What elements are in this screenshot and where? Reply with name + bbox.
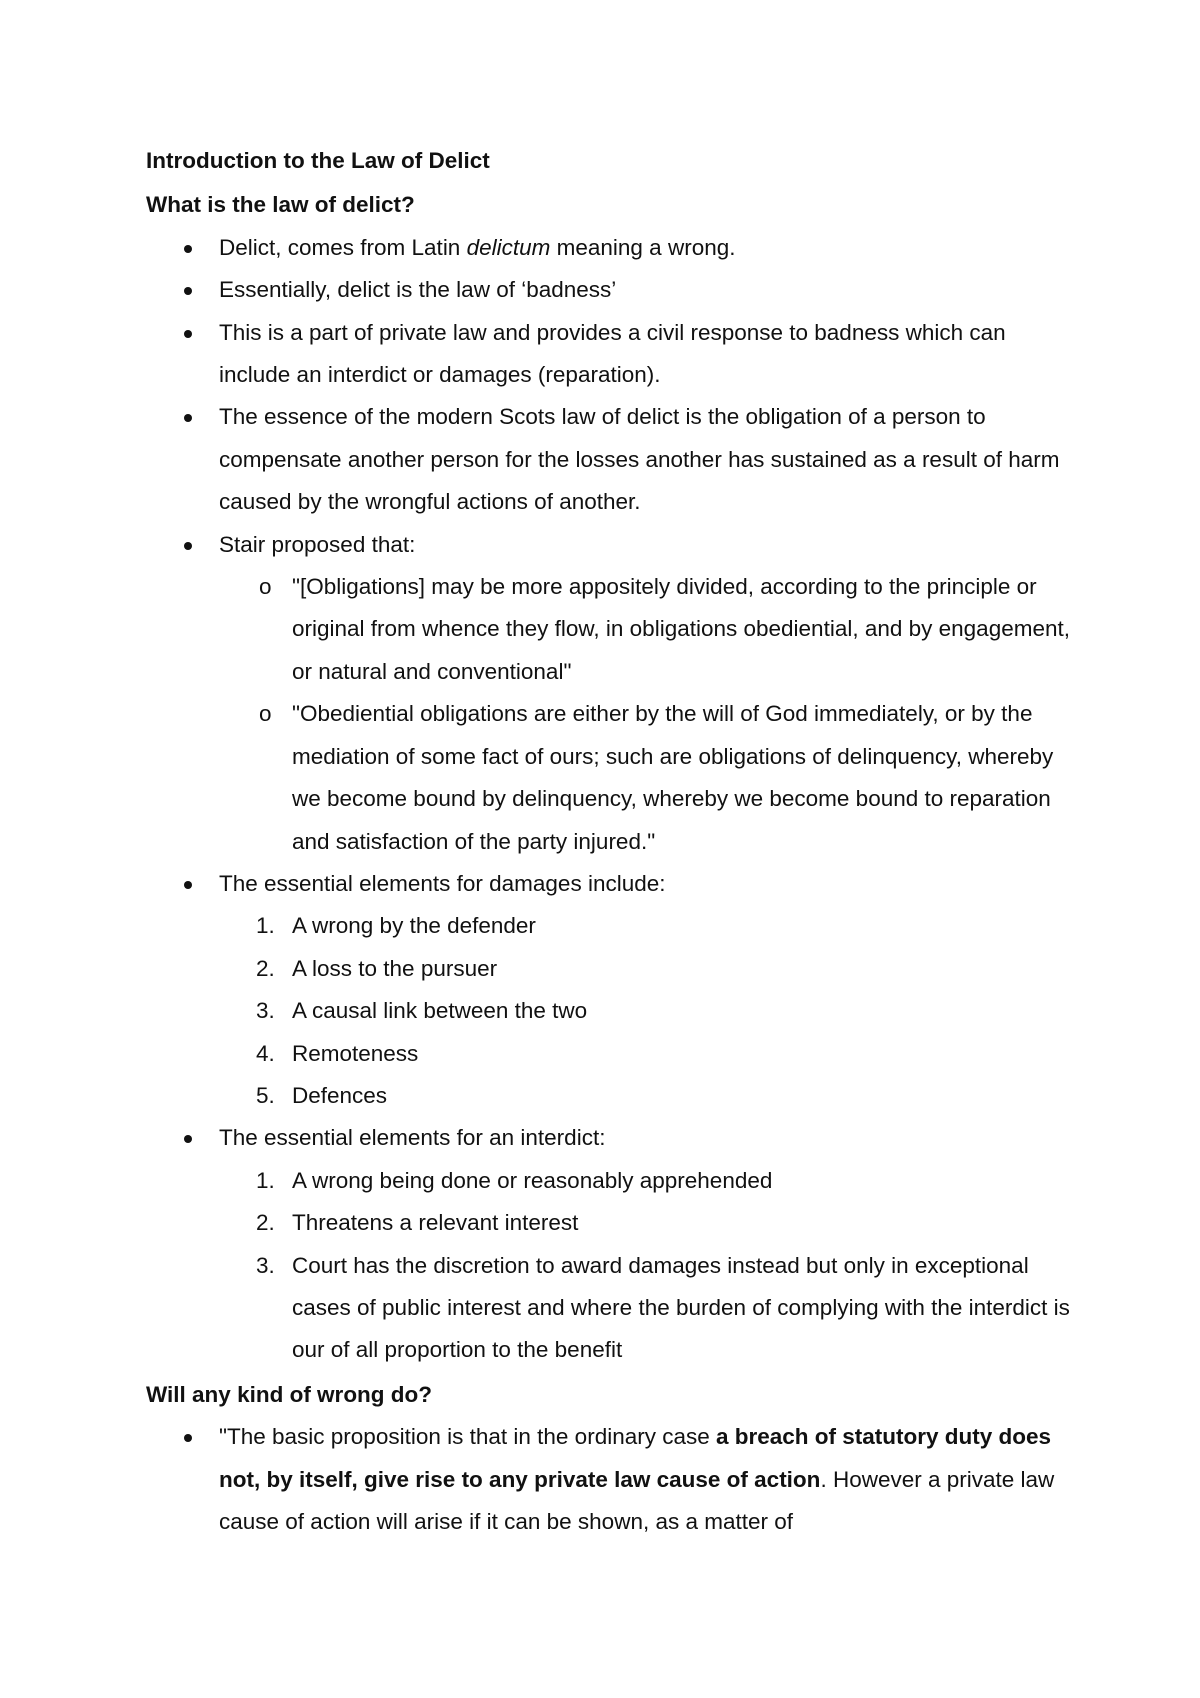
numbered-item: 3. A causal link between the two bbox=[219, 990, 1076, 1032]
stair-quote-item: o "Obediential obligations are either by the will of God immediately, or by the mediation of some fact of ours; such are obligations of delinquency, whereby we become bound by delinquency, whereby we become bound to reparation and satisfaction of the party injured." bbox=[219, 693, 1076, 863]
bullet-dot-icon bbox=[184, 287, 192, 295]
bullet-dot-icon bbox=[184, 542, 192, 550]
numbered-item: 2. Threatens a relevant interest bbox=[219, 1202, 1076, 1244]
document-body bbox=[146, 140, 1076, 1543]
item-number: 4. bbox=[256, 1040, 275, 1066]
bullet-item: The essence of the modern Scots law of delict is the obligation of a person to compensate another person for the losses another has sustained as a result of harm caused by the wrongful actions of another. bbox=[146, 396, 1076, 523]
item-number: 2. bbox=[256, 955, 275, 981]
numbered-item: 2. A loss to the pursuer bbox=[219, 948, 1076, 990]
item-number: 2. bbox=[256, 1210, 275, 1236]
stair-quote-item: o "[Obligations] may be more appositely divided, according to the principle or original from whence they flow, in obligations obediential, and by engagement, or natural and conventional" bbox=[219, 566, 1076, 693]
latin-term: delictum bbox=[466, 234, 551, 260]
bullet-dot-icon bbox=[184, 414, 192, 422]
section-heading-what-is-delict: What is the law of delict? bbox=[146, 192, 415, 218]
statutory-duty-bullet-list bbox=[146, 1416, 1076, 1543]
bullet-item: The essential elements for an interdict: 1. A wrong being done or reasonably apprehended 2. Threatens a relevant interest 3. Court has the discretion to award damages instead but only in exceptional cases of public interest and where the burden of complying with the interdict is our of all proportion to the benefit bbox=[146, 1117, 1076, 1371]
bullet-dot-icon bbox=[184, 330, 192, 338]
bullet-item: Stair proposed that: o "[Obligations] may be more appositely divided, according to the principle or original from whence they flow, in obligations obediential, and by engagement, or natural and conventional" o "Obediential obligations are either by the will of God immediately, or by the mediation of some fact of ours; such are obligations of delinquency, whereby we become bound by delinquency, whereby we become bound to reparation and satisfaction of the party injured." bbox=[146, 524, 1076, 863]
bullet-item: The essential elements for damages include: 1. A wrong by the defender 2. A loss to the pursuer 3. A causal link between the two 4. Remoteness 5. Defences bbox=[146, 863, 1076, 1117]
item-number: 3. bbox=[256, 1252, 275, 1278]
bullet-dot-icon bbox=[184, 245, 192, 253]
document-title: Introduction to the Law of Delict bbox=[146, 148, 490, 173]
item-number: 1. bbox=[256, 913, 275, 939]
bullet-dot-icon bbox=[184, 1434, 192, 1442]
bullet-item: Essentially, delict is the law of ‘badness’ bbox=[146, 269, 1076, 311]
numbered-item: 5. Defences bbox=[219, 1075, 1076, 1117]
circle-bullet-icon: o bbox=[259, 574, 272, 600]
damages-elements-list bbox=[219, 905, 1076, 1117]
item-number: 5. bbox=[256, 1082, 275, 1108]
item-number: 3. bbox=[256, 998, 275, 1024]
numbered-item: 1. A wrong by the defender bbox=[219, 905, 1076, 947]
emphasized-proposition: a breach of statutory duty does not, by itself, give rise to any private law cause of action bbox=[219, 1424, 1052, 1492]
circle-bullet-icon: o bbox=[259, 701, 272, 727]
bullet-dot-icon bbox=[184, 1135, 192, 1143]
stair-quote-list bbox=[219, 566, 1076, 863]
bullet-item: "The basic proposition is that in the ordinary case a breach of statutory duty does not, by itself, give rise to any private law cause of action. However a private law cause of action will arise if it can be shown, as a matter of bbox=[146, 1416, 1076, 1543]
interdict-elements-list bbox=[219, 1160, 1076, 1372]
numbered-item: 4. Remoteness bbox=[219, 1033, 1076, 1075]
bullet-dot-icon bbox=[184, 881, 192, 889]
bullet-item: This is a part of private law and provides a civil response to badness which can include an interdict or damages (reparation). bbox=[146, 312, 1076, 397]
item-number: 1. bbox=[256, 1167, 275, 1193]
bullet-item: Delict, comes from Latin delictum meaning a wrong. bbox=[146, 227, 1076, 269]
delict-bullet-list bbox=[146, 227, 1076, 1372]
numbered-item: 3. Court has the discretion to award damages instead but only in exceptional cases of public interest and where the burden of complying with the interdict is our of all proportion to the benefit bbox=[219, 1245, 1076, 1372]
section-heading-any-wrong: Will any kind of wrong do? bbox=[146, 1381, 433, 1407]
numbered-item: 1. A wrong being done or reasonably apprehended bbox=[219, 1160, 1076, 1202]
